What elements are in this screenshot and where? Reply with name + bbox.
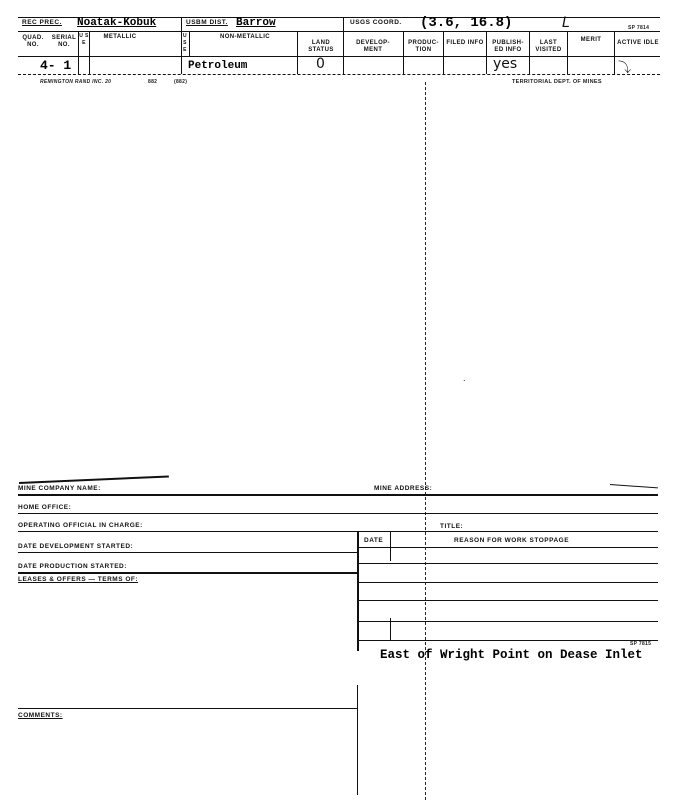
department-name: TERRITORIAL DEPT. OF MINES: [512, 79, 602, 85]
operating-official-label: OPERATING OFFICIAL IN CHARGE:: [18, 522, 143, 529]
col-development: DEVELOP- MENT: [356, 40, 390, 53]
title-label: TITLE:: [440, 523, 464, 530]
printer-credit: REMINGTON RAND INC. 20: [40, 79, 112, 85]
rec-prec-label: REC PREC.: [22, 19, 62, 26]
form-number: SP 7814: [628, 25, 650, 31]
non-metallic-value: Petroleum: [188, 60, 248, 72]
corner-mark: L: [562, 15, 570, 31]
col-production: PRODUC- TION: [408, 40, 439, 53]
col-metallic: METALLIC: [103, 34, 137, 40]
date-label: DATE: [364, 537, 384, 544]
usgs-coord-value: (3.6, 16.8): [420, 15, 513, 31]
col-land-status: LAND STATUS: [308, 40, 334, 53]
col-use-right: U S E: [182, 33, 187, 53]
published-info-value: yes: [493, 56, 518, 72]
location-text: East of Wright Point on Dease Inlet: [380, 648, 643, 662]
col-use-left: U S E: [79, 33, 89, 46]
comments-label: COMMENTS:: [18, 712, 63, 719]
stray-dot: .: [463, 373, 466, 383]
col-serial-no: SERIAL NO.: [51, 35, 77, 48]
form-number-2: SP 7815: [630, 641, 652, 647]
home-office-label: HOME OFFICE:: [18, 504, 72, 511]
rec-prec-value: Noatak-Kobuk: [77, 17, 157, 29]
date-development-started-label: DATE DEVELOPMENT STARTED:: [18, 543, 134, 550]
printer-code-2: (882): [174, 79, 188, 85]
mine-company-name-label: MINE COMPANY NAME:: [18, 485, 101, 492]
date-production-started-label: DATE PRODUCTION STARTED:: [18, 563, 127, 570]
col-non-metallic: NON-METALLIC: [219, 34, 270, 40]
usbm-dist-value: Barrow: [236, 17, 276, 29]
col-quad-no: QUAD. NO.: [22, 35, 44, 48]
usbm-dist-label: USBM DIST.: [186, 19, 228, 26]
leases-label: LEASES & OFFERS — TERMS OF:: [18, 576, 139, 583]
col-filed-info: FILED INFO: [446, 40, 484, 46]
col-merit: MERIT: [580, 37, 602, 43]
col-active-idle: ACTIVE IDLE: [617, 40, 659, 46]
active-idle-value: ⤵: [618, 61, 632, 76]
quad-serial-value: 4- 1: [40, 58, 72, 73]
mine-address-label: MINE ADDRESS:: [374, 485, 433, 492]
usgs-coord-label: USGS COORD.: [350, 19, 402, 26]
printer-code-1: 882: [148, 79, 158, 85]
col-published-info: PUBLISH- ED INFO: [492, 40, 524, 53]
reason-label: REASON FOR WORK STOPPAGE: [454, 537, 570, 544]
center-fold-line: [425, 82, 426, 800]
land-status-value: 0: [316, 56, 325, 72]
col-last-visited: LAST VISITED: [535, 40, 562, 53]
